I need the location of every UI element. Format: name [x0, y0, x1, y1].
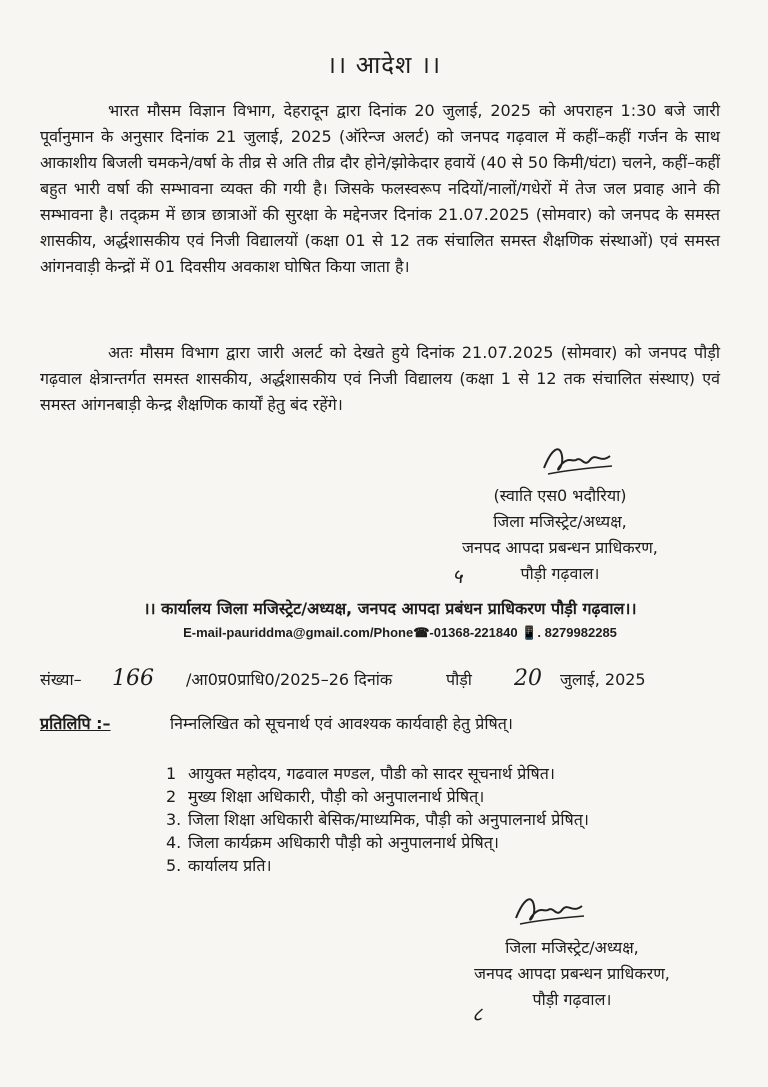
office-contact: E-mail-pauriddma@gmail.com/Phone☎-01368-221840 📱. 8279982285 — [183, 625, 617, 640]
signature-1-scribble — [538, 438, 618, 480]
order-paragraph-1 — [40, 98, 720, 280]
signature-block-1 — [400, 483, 720, 587]
reference-code: /आ0प्र0प्राधि0/2025–26 दिनांक — [186, 670, 393, 689]
copy-intro: निम्नलिखित को सूचनार्थ एवं आवश्यक कार्यवाही हेतु प्रेषित्। — [170, 714, 513, 733]
list-item: 2 मुख्य शिक्षा अधिकारी, पौड़ी को अनुपालनार्थ प्रेषित्। — [166, 787, 485, 806]
signatory-name: (स्वाति एस0 भदौरिया) — [493, 486, 627, 505]
order-paragraph-2 — [40, 340, 720, 418]
signatory-designation: जिला मजिस्ट्रेट/अध्यक्ष, — [493, 512, 627, 531]
signatory-place: पौड़ी गढ़वाल। — [532, 990, 612, 1009]
signatory-designation: जिला मजिस्ट्रेट/अध्यक्ष, — [505, 938, 639, 957]
reference-month-year: जुलाई, 2025 — [560, 670, 646, 689]
order-paragraph-2-text: अतः मौसम विभाग द्वारा जारी अलर्ट को देखते हुये दिनांक 21.07.2025 (सोमवार) को जनपद पौड़ी गढ़वाल क्षेत्रान्तर्गत समस्त शासकीय, अर्द्धशासकीय एवं निजी विद्यालय (कक्षा 1 से 12 तक संचालित संस्थाए) एवं समस्त आंगनबाड़ी केन्द्र शैक्षणिक कार्यों हेतु बंद रहेंगे। — [40, 343, 720, 414]
reference-day: 20 — [514, 666, 542, 691]
list-item: 4. जिला कार्यक्रम अधिकारी पौड़ी को अनुपालनार्थ प्रेषित्। — [166, 833, 499, 852]
signatory-authority: जनपद आपदा प्रबन्धन प्राधिकरण, — [462, 538, 658, 557]
list-item: 3. जिला शिक्षा अधिकारी बेसिक/माध्यमिक, पौड़ी को अनुपालनार्थ प्रेषित्। — [166, 810, 589, 829]
copy-heading: प्रतिलिपि :– — [40, 714, 111, 733]
reference-label: संख्या– — [40, 670, 82, 689]
copy-list — [166, 762, 726, 877]
list-item: 1 आयुक्त महोदय, गढवाल मण्डल, पौडी को सादर सूचनार्थ प्रेषित। — [166, 764, 555, 783]
signature-block-2 — [412, 935, 732, 1013]
handwritten-mark-1: ५ — [452, 564, 463, 588]
office-heading: ।। कार्यालय जिला मजिस्ट्रेट/अध्यक्ष, जनपद आपदा प्रबंधन प्राधिकरण पौड़ी गढ़वाल।। — [143, 599, 637, 618]
reference-number: 166 — [112, 666, 154, 691]
list-item: 5. कार्यालय प्रति। — [166, 856, 272, 875]
reference-line — [40, 668, 730, 696]
order-paragraph-1-text: भारत मौसम विज्ञान विभाग, देहरादून द्वारा दिनांक 20 जुलाई, 2025 को अपराहन 1:30 बजे जारी पूर्वानुमान के अनुसार दिनांक 21 जुलाई, 2025 (ऑरेन्ज अलर्ट) को जनपद गढ़वाल में कहीं–कहीं गर्जन के साथ आकाशीय बिजली चमकने/वर्षा के तीव्र से अति तीव्र दौर होने/झोकेदार हवायें (40 से 50 किमी/घंटा) चलने, कहीं–कहीं बहुत भारी वर्षा की सम्भावना व्यक्त की गयी है। जिसके फलस्वरूप नदियों/नालों/गधेरों में तेज जल प्रवाह आने की सम्भावना है। तद्क्रम में छात्र छात्राओं की सुरक्षा के मद्देनजर दिनांक 21.07.2025 (सोमवार) को जनपद के समस्त शासकीय, अर्द्धशासकीय एवं निजी विद्यालयों (कक्षा 01 से 12 तक संचालित समस्त शैक्षणिक संस्थाओं) एवं समस्त आंगनवाड़ी केन्द्रों में 01 दिवसीय अवकाश घोषित किया जाता है। — [40, 101, 720, 276]
handwritten-mark-2: ८ — [472, 1002, 483, 1026]
order-title: ।। आदेश ।। — [326, 51, 442, 79]
reference-place: पौड़ी — [446, 670, 472, 689]
signature-2-scribble — [510, 888, 590, 930]
signatory-place: पौड़ी गढ़वाल। — [520, 564, 600, 583]
signatory-authority: जनपद आपदा प्रबन्धन प्राधिकरण, — [474, 964, 670, 983]
